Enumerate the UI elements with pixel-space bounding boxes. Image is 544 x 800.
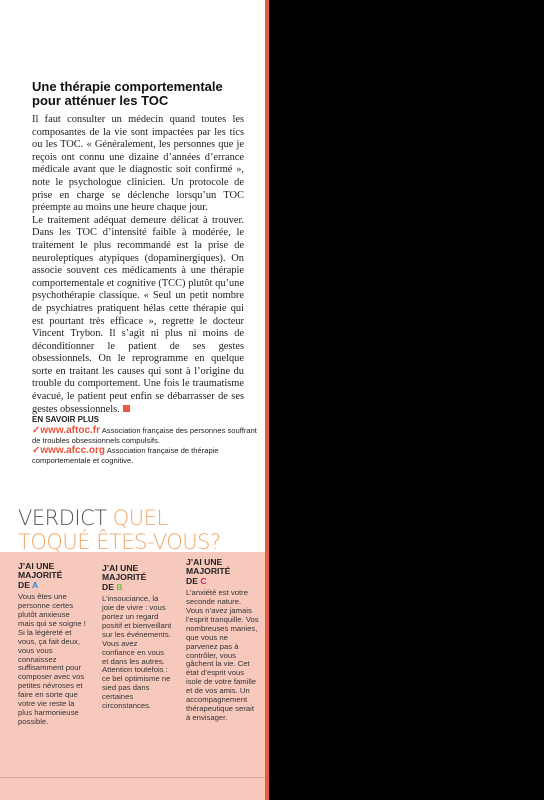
bottom-divider xyxy=(0,777,265,778)
result-body-b: L’insouciance, la joie de vivre : vous portez un regard positif et bienveillant sur les événements. Vous avez confiance en vous et dans les autres. Attention toutefois : ce bel optimisme ne sied pas dans certaines circonstances. xyxy=(102,594,172,711)
article-heading xyxy=(32,80,244,108)
result-heading-a-line-1: J’AI UNE xyxy=(18,561,55,571)
result-column-c xyxy=(186,558,260,723)
heading-line-2: pour atténuer les TOC xyxy=(32,93,169,108)
article-paragraph-2-text: Le traitement adéquat demeure délicat à trouver. Dans les TOC d’intensité faible à modérée, le traitement le plus recommandé est la prise de neuroleptiques atypiques (dopaminergiques). On associe souvent ces médicaments à une thérapie comportementale et cognitive (TCC) plutôt qu’une psychothérapie classique. « Seul un petit nombre de psychiatres pratiquent hélas cette thérapie qui est pourtant très efficace », regrette le docteur Vincent Trybon. Il s’agit ni plus ni moins de déconditionner le patient de ses gestes obsessionnels. On le reprogramme en quelque sorte en traitant les causes qui sont à l’origine du trouble du comportement. Une fois le traumatisme évacué, le patient peut enfin se débarrasser de ses gestes obsessionnels. xyxy=(32,214,244,415)
more-info-box xyxy=(32,415,257,466)
result-heading-b-line-2: MAJORITÉ xyxy=(102,572,147,583)
letter-c: C xyxy=(200,575,207,586)
result-heading-c-line-1: J’AI UNE xyxy=(186,557,223,567)
verdict-word: VERDICT xyxy=(18,506,107,530)
result-heading-c xyxy=(186,558,260,586)
end-mark-icon xyxy=(123,405,130,412)
magazine-page xyxy=(0,0,265,800)
more-info-title: EN SAVOIR PLUS xyxy=(32,415,99,424)
result-heading-b xyxy=(102,564,172,592)
letter-a: A xyxy=(32,579,39,590)
article-paragraph-1: Il faut consulter un médecin quand toutes les composantes de la vie sont impactées par les tics ou les TOC. « Généralement, les personnes que je reçois ont connu une dizaine d’années d’errance médicale avant que le diagnostic soit confirmé », note le psychologue clinicien. Un protocole de prise en charge se déclenche lorsqu’un TOC préempte au moins une heure chaque jour. xyxy=(32,114,244,214)
more-info-entry-1 xyxy=(32,426,257,446)
verdict-title-line-2: TOQUÉ ÊTES-VOUS? xyxy=(18,530,221,554)
result-heading-a-line-3 xyxy=(18,581,88,590)
result-heading-c-prefix: DE xyxy=(186,575,201,586)
page-edge-stripe xyxy=(265,0,269,800)
aftoc-link[interactable]: ✓www.aftoc.fr xyxy=(32,425,101,436)
result-body-a: Vous êtes une personne certes plutôt anxieuse mais qui se soigne ! Si la légèreté et vous, ça fait deux, vous vous connaissez suffisamment pour composer avec vos petites névroses et faire en sorte que votre vie reste la plus harmonieuse possible. xyxy=(18,592,86,726)
article xyxy=(32,80,244,416)
result-heading-a-prefix: DE xyxy=(18,579,33,590)
afcc-description: Association française de thérapie comportementale et cognitive. xyxy=(32,446,219,465)
result-heading-b-prefix: DE xyxy=(102,581,117,592)
result-heading-a-line-2: MAJORITÉ xyxy=(18,570,63,581)
result-heading-a xyxy=(18,562,88,590)
afcc-link[interactable]: ✓www.afcc.org xyxy=(32,445,106,456)
result-heading-b-line-3 xyxy=(102,583,172,592)
result-heading-c-line-3 xyxy=(186,577,260,586)
result-column-b xyxy=(102,564,172,711)
result-heading-c-line-2: MAJORITÉ xyxy=(186,566,231,577)
result-column-a xyxy=(18,562,88,727)
result-heading-b-line-1: J’AI UNE xyxy=(102,563,139,573)
article-paragraph-2 xyxy=(32,215,244,417)
verdict-question-part-1: QUEL xyxy=(106,506,168,530)
verdict-section xyxy=(0,506,265,800)
heading-line-1: Une thérapie comportementale xyxy=(32,79,223,94)
result-body-c: L’anxiété est votre seconde nature. Vous n’avez jamais l’esprit tranquille. Vos nombreuses manies, que vous ne parvenez pas à contrôler, vous gâchent la vie. Cet état d’esprit vous isole de votre famille et de vos amis. Un accompagnement thérapeutique serait à envisager. xyxy=(186,588,259,722)
verdict-title-line-1 xyxy=(18,506,168,530)
aftoc-description: Association française des personnes souffrant de troubles obsessionnels compulsifs. xyxy=(32,426,257,445)
letter-b: B xyxy=(116,581,123,592)
more-info-entry-2 xyxy=(32,446,257,466)
